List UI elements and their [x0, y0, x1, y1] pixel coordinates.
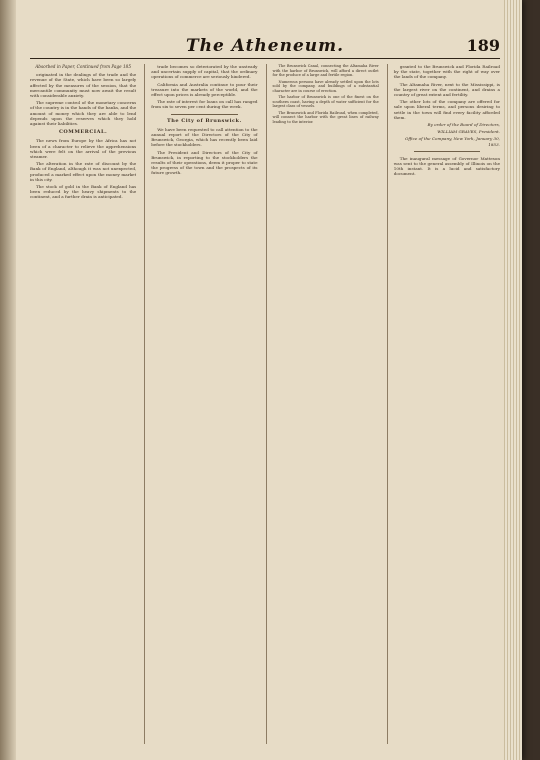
divider [171, 114, 237, 115]
page-header [30, 36, 500, 59]
paragraph: The stock of gold in the Bank of England has been reduced by the heavy shipments to the continent, and a further drain is anticipated. [30, 184, 137, 200]
divider [414, 151, 480, 152]
paragraph: The President and Directors of the City of Brunswick, in reporting to the stockholders the results of their operations, deem it proper to state the progress of the town and the prospects of its future growth. [151, 149, 258, 176]
paragraph: The news from Europe by the Africa has not been of a character to relieve the apprehensions which were felt on the arrival of the previous steamer. [30, 138, 137, 160]
paragraph: The rate of interest for loans on call has ranged from six to seven per cent during the week. [151, 99, 258, 110]
paragraph: Numerous persons have already settled upon the lots sold by the company, and buildings of a substantial character are in course of erection. [272, 79, 379, 93]
paragraph: The Brunswick and Florida Railroad, when completed, will connect the harbor with the great lines of railway leading to the interior. [272, 110, 379, 124]
office-line: Office of the Company, New York, January 30, 1853. [405, 136, 500, 147]
paragraph: granted to the Brunswick and Florida Railroad by the state, together with the right of way over the lands of the company. [393, 64, 500, 80]
paragraph: The Altamaha River, next to the Mississippi, is the largest river on the continent, and drains a country of great extent and fertility. [393, 81, 500, 98]
signer-name: WILLIAM GRAVES, President. [437, 129, 500, 135]
column-1 [30, 64, 136, 744]
masthead-title: The Atheneum. [185, 36, 345, 56]
paragraph: originated in the dealings of the trade and the revenue of the State, which have been so largely affected by the measures of the session, that the mercantile community must now await the result with considerable anxiety. [30, 72, 137, 99]
paragraph: The supreme control of the monetary concerns of the country is in the hands of the banks, and the amount of money which they are able to lend depends upon the reserves which they hold against their liabilities. [30, 100, 137, 127]
paragraph: The alteration in the rate of discount by the Bank of England, although it was not unexpected, produced a marked effect upon the money market in this city. [30, 161, 137, 182]
paragraph: The harbor of Brunswick is one of the finest on the southern coast, having a depth of water sufficient for the largest class of vessels. [272, 95, 379, 108]
paragraph: The other lots of the company are offered for sale upon liberal terms, and persons desiring to settle in the town will find every facility afforded them. [393, 99, 500, 120]
continued-note: Absorbed in Paper, Continued from Page 185 [35, 64, 131, 69]
paragraph: We have been requested to call attention to the annual report of the Directors of the City of Brunswick, Georgia, which has recently been laid before the stockholders. [151, 126, 258, 148]
paragraph: The Brunswick Canal, connecting the Altamaha River with the harbor of Brunswick, will afford a direct outlet for the produce of a large and fertile region. [272, 64, 379, 77]
text-columns [30, 64, 500, 744]
column-3 [266, 64, 379, 744]
column-2 [144, 64, 257, 744]
column-4 [387, 64, 500, 744]
section-heading: The City of Brunswick. [167, 117, 242, 124]
paragraph: The inaugural message of Governor Matteson was sent to the general assembly of Illinois on the 10th instant. It is a lucid and satisfactory document. [393, 155, 500, 177]
section-heading: COMMERCIAL. [58, 129, 108, 136]
page-number: 189 [466, 36, 500, 55]
paragraph: trade becomes so deteriorated by the unsteady and uncertain supply of capital, that the ordinary operations of commerce are seriously hindered. [151, 64, 258, 80]
paragraph: California and Australia continue to pour their treasure into the markets of the world, and the effect upon prices is already perceptible. [151, 81, 258, 98]
page-edges [504, 0, 522, 760]
signature-line: By order of the Board of Directors, [427, 122, 500, 128]
binding-gutter [0, 0, 16, 760]
